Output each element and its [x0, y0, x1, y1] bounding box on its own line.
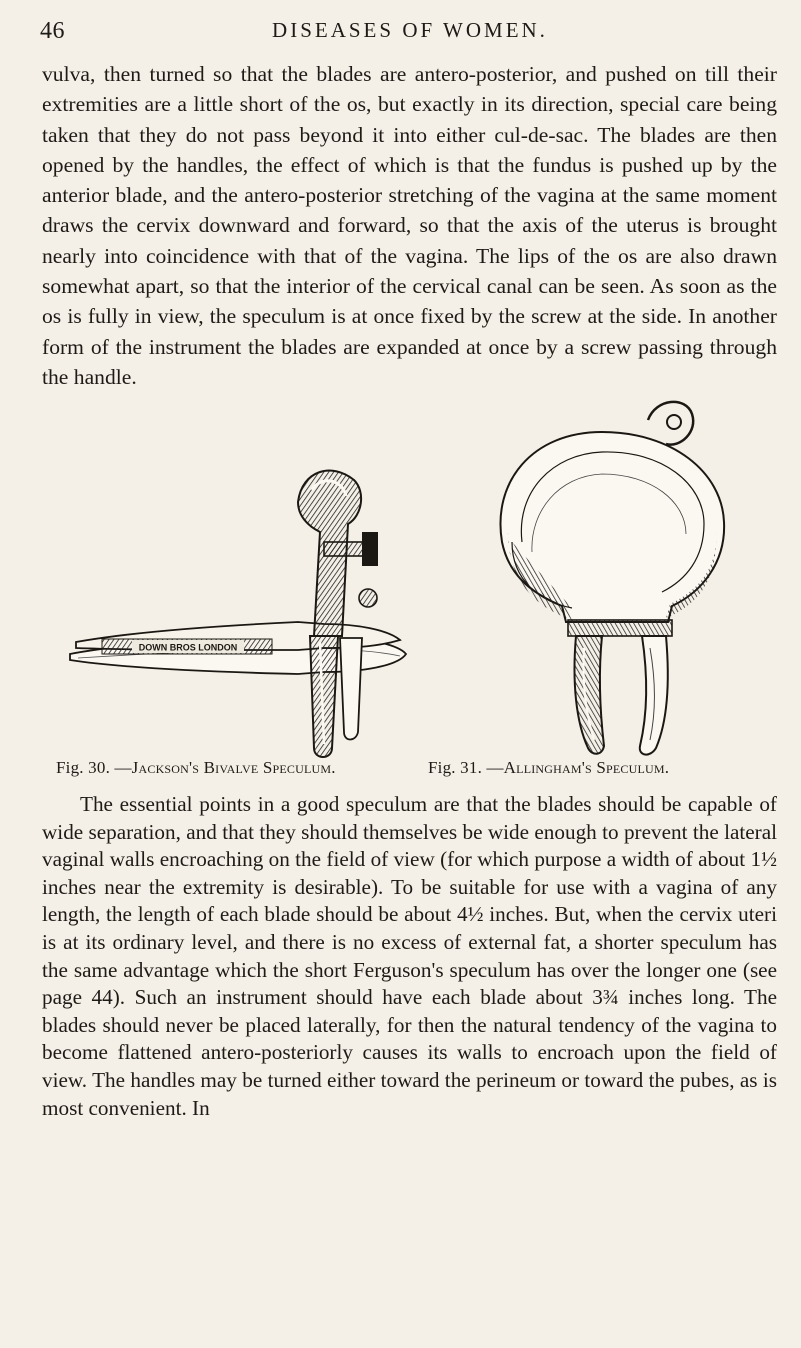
- allingham-speculum-illustration: [472, 392, 772, 764]
- figure-group: [40, 392, 780, 792]
- paragraph-speculum-insertion: vulva, then turned so that the blades are antero-posterior, and pushed on till their extremities are a little short of the os, but exactly in its direction, special care being taken that they do not pass beyond it into either cul-de-sac. The blades are then opened by the handles, the effect of which is that the fundus is pushed up by the anterior blade, and the antero-posterior stretching of the vagina at the same moment draws the cervix downward and forward, so that the axis of the uterus is brought nearly into coincidence with that of the vagina. The lips of the os are also drawn somewhat apart, so that the interior of the cervical canal can be seen. As soon as the os is fully in view, the speculum is at once fixed by the screw at the side. In another form of the instrument the blades are expanded at once by a screw passing through the handle.: [42, 62, 777, 389]
- figure-31-title: —Allingham's Speculum.: [486, 758, 670, 777]
- figure-31-number: Fig. 31.: [428, 758, 483, 777]
- figure-30-title: —Jackson's Bivalve Speculum.: [114, 758, 336, 777]
- figure-30-number: Fig. 30.: [56, 758, 111, 777]
- jackson-speculum-illustration: [62, 392, 412, 764]
- paragraph-speculum-requirements: The essential points in a good speculum are that the blades should be capable of wide separation, and that they should themselves be wide enough to prevent the lateral vaginal walls encroaching on the field of view (for which purpose a width of about 1½ inches near the extremity is desirable). To be suitable for use with a vagina of any length, the length of each blade should be about 4½ inches. But, when the cervix uteri is at its ordinary level, and there is no excess of external fat, a shorter speculum has the same advantage which the short Ferguson's speculum has over the longer one (see page 44). Such an instrument should have each blade about 3¾ inches long. The blades should never be placed laterally, for then the natural tendency of the vagina to become flattened antero-posteriorly causes its walls to encroach upon the field of view. The handles may be turned either toward the perineum or toward the pubes, as is most convenient. In: [42, 792, 777, 1120]
- page-number: 46: [40, 18, 65, 44]
- running-title: DISEASES OF WOMEN.: [272, 18, 548, 42]
- engraved-maker-mark: DOWN BROS LONDON: [138, 642, 238, 653]
- figure-31-caption: [428, 758, 669, 778]
- figure-30-caption: [56, 758, 336, 778]
- running-head: [40, 12, 780, 42]
